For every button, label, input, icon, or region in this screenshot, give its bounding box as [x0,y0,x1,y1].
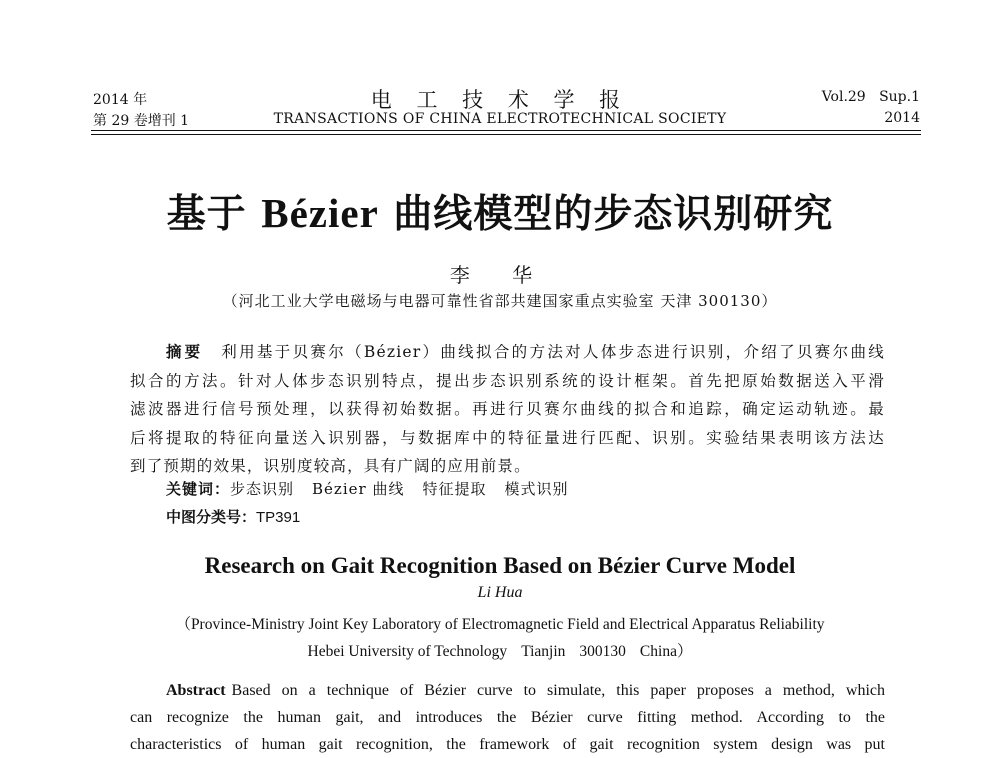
abstract-cn-line: 后将提取的特征向量送入识别器，与数据库中的特征量进行匹配、识别。实验结果表明该方法达 [130,428,885,447]
abstract-en-line: characteristics of human gait recognition, the framework of gait recognition system design was put [130,736,885,753]
paper-title-en: Research on Gait Recognition Based on Bézier Curve Model [204,553,796,578]
abstract-en [130,677,885,758]
keyword-item: Bézier 曲线 [312,480,405,498]
affiliation-university: Hebei University of Technology [307,643,508,660]
keywords-cn-label: 关键词： [166,480,231,498]
abstract-cn-text: 利用基于贝赛尔（Bézier）曲线拟合的方法对人体步态进行识别，介绍了贝赛尔曲线 [221,343,885,361]
author-en: Li Hua [477,584,523,601]
keyword-item: 特征提取 [422,480,487,498]
header-year-cn: 2014 年 [93,92,148,108]
title-cn-bezier: Bézier [261,190,379,236]
abstract-cn-label: 摘要 [166,343,204,361]
paper-title-cn [0,183,1000,239]
title-cn-pre: 基于 [166,192,262,237]
header-year-en: 2014 [884,110,920,126]
header-rule-thin [91,134,921,135]
header-volume-en: Vol.29 Sup.1 [821,89,920,105]
abstract-en-text: Based on a technique of Bézier curve to simulate, this paper proposes a method, which [231,682,885,699]
abstract-cn-line: 到了预期的效果，识别度较高，具有广阔的应用前景。 [130,457,531,475]
keyword-item: 模式识别 [504,480,569,498]
abstract-cn-line: 拟合的方法。针对人体步态识别特点，提出步态识别系统的设计框架。首先把原始数据送入平滑 [130,371,885,390]
keyword-item: 步态识别 [230,480,295,498]
journal-name-cn: 电 工 技 术 学 报 [370,88,630,112]
clc-label: 中图分类号： [166,508,257,526]
abstract-cn-line: 滤波器进行信号预处理，以获得初始数据。再进行贝赛尔曲线的拟合和追踪，确定运动轨迹。最 [130,400,885,418]
journal-name-en: TRANSACTIONS OF CHINA ELECTROTECHNICAL SOCIETY [273,111,727,127]
clc-value: TP391 [256,509,301,526]
title-cn-post: 曲线模型的步态识别研究 [378,192,834,237]
affiliation-en-line2 [0,639,1000,661]
affiliation-en-line1: （Province-Ministry Joint Key Laboratory of Electromagnetic Field and Electrical Apparatus Reliability [175,616,825,633]
abstract-cn [130,338,885,481]
header-rule-thick [91,130,921,131]
abstract-cn-line [130,338,885,367]
clc-number [166,506,300,527]
abstract-en-line: can recognize the human gait, and introduces the Bézier curve fitting method. According to the [130,709,885,726]
abstract-en-line [130,677,885,704]
keywords-cn [166,478,568,499]
affiliation-cn: （河北工业大学电磁场与电器可靠性省部共建国家重点实验室 天津 300130） [222,292,778,310]
header-volume-cn: 第 29 卷增刊 1 [93,113,190,129]
affiliation-country: China） [639,643,693,660]
affiliation-zip: 300130 [579,643,626,660]
author-cn: 李 华 [449,263,551,287]
affiliation-city: Tianjin [521,643,566,660]
abstract-en-label: Abstract [166,682,226,699]
